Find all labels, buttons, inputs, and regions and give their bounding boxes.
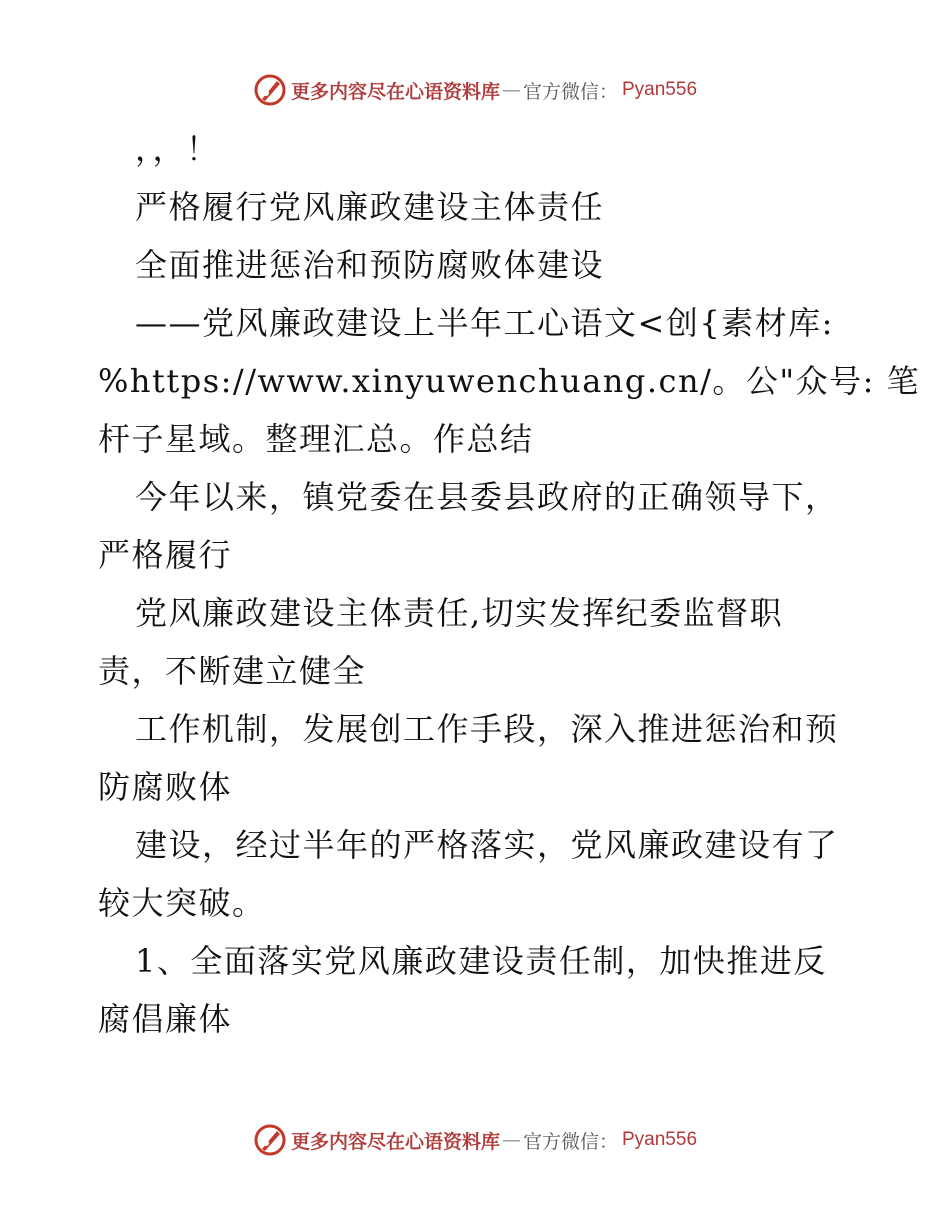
text-line: 责，不断建立健全 (98, 652, 367, 690)
text-line: 党风廉政建设主体责任,切实发挥纪委监督职 (135, 594, 784, 632)
text-line: 防腐败体 (98, 768, 233, 806)
text-line: 全面推进惩治和预防腐败体建设 (135, 246, 605, 284)
text-line: 严格履行党风廉政建设主体责任 (135, 188, 605, 226)
quill-logo-icon (253, 1123, 287, 1157)
document-body (98, 120, 921, 1048)
watermark-wechat-label: 官方微信： (522, 80, 618, 103)
watermark-wechat-id: Pyan556 (622, 79, 698, 100)
text-line: 建设，经过半年的严格落实，党风廉政建设有了 (135, 826, 839, 864)
header-watermark (0, 70, 950, 110)
text-line: 杆子星域。整理汇总。作总结 (98, 420, 534, 458)
footer-watermark (0, 1120, 950, 1160)
watermark-wechat-label: 官方微信： (522, 1130, 618, 1153)
text-line: %https://www.xinyuwenchuang.cn/。公"众号: 笔 (98, 362, 921, 400)
text-line: 严格履行 (98, 536, 233, 574)
text-line: 腐倡廉体 (98, 1000, 233, 1038)
quill-logo-icon (253, 73, 287, 107)
watermark-wechat-id: Pyan556 (622, 1129, 698, 1150)
text-line: 工作机制，发展创工作手段，深入推进惩治和预 (135, 710, 839, 748)
text-line: ——党风廉政建设上半年工心语文<创{素材库: (135, 304, 834, 342)
text-line: 较大突破。 (98, 884, 266, 922)
text-line: ，，！ (135, 130, 220, 168)
watermark-dash: — (501, 79, 521, 101)
text-line: 今年以来，镇党委在县委县政府的正确领导下， (135, 478, 839, 516)
watermark-dash: — (501, 1129, 521, 1151)
watermark-brand: 更多内容尽在心语资料库 (290, 80, 500, 103)
text-line: 1、全面落实党风廉政建设责任制，加快推进反 (135, 942, 827, 980)
watermark-brand: 更多内容尽在心语资料库 (290, 1130, 500, 1153)
